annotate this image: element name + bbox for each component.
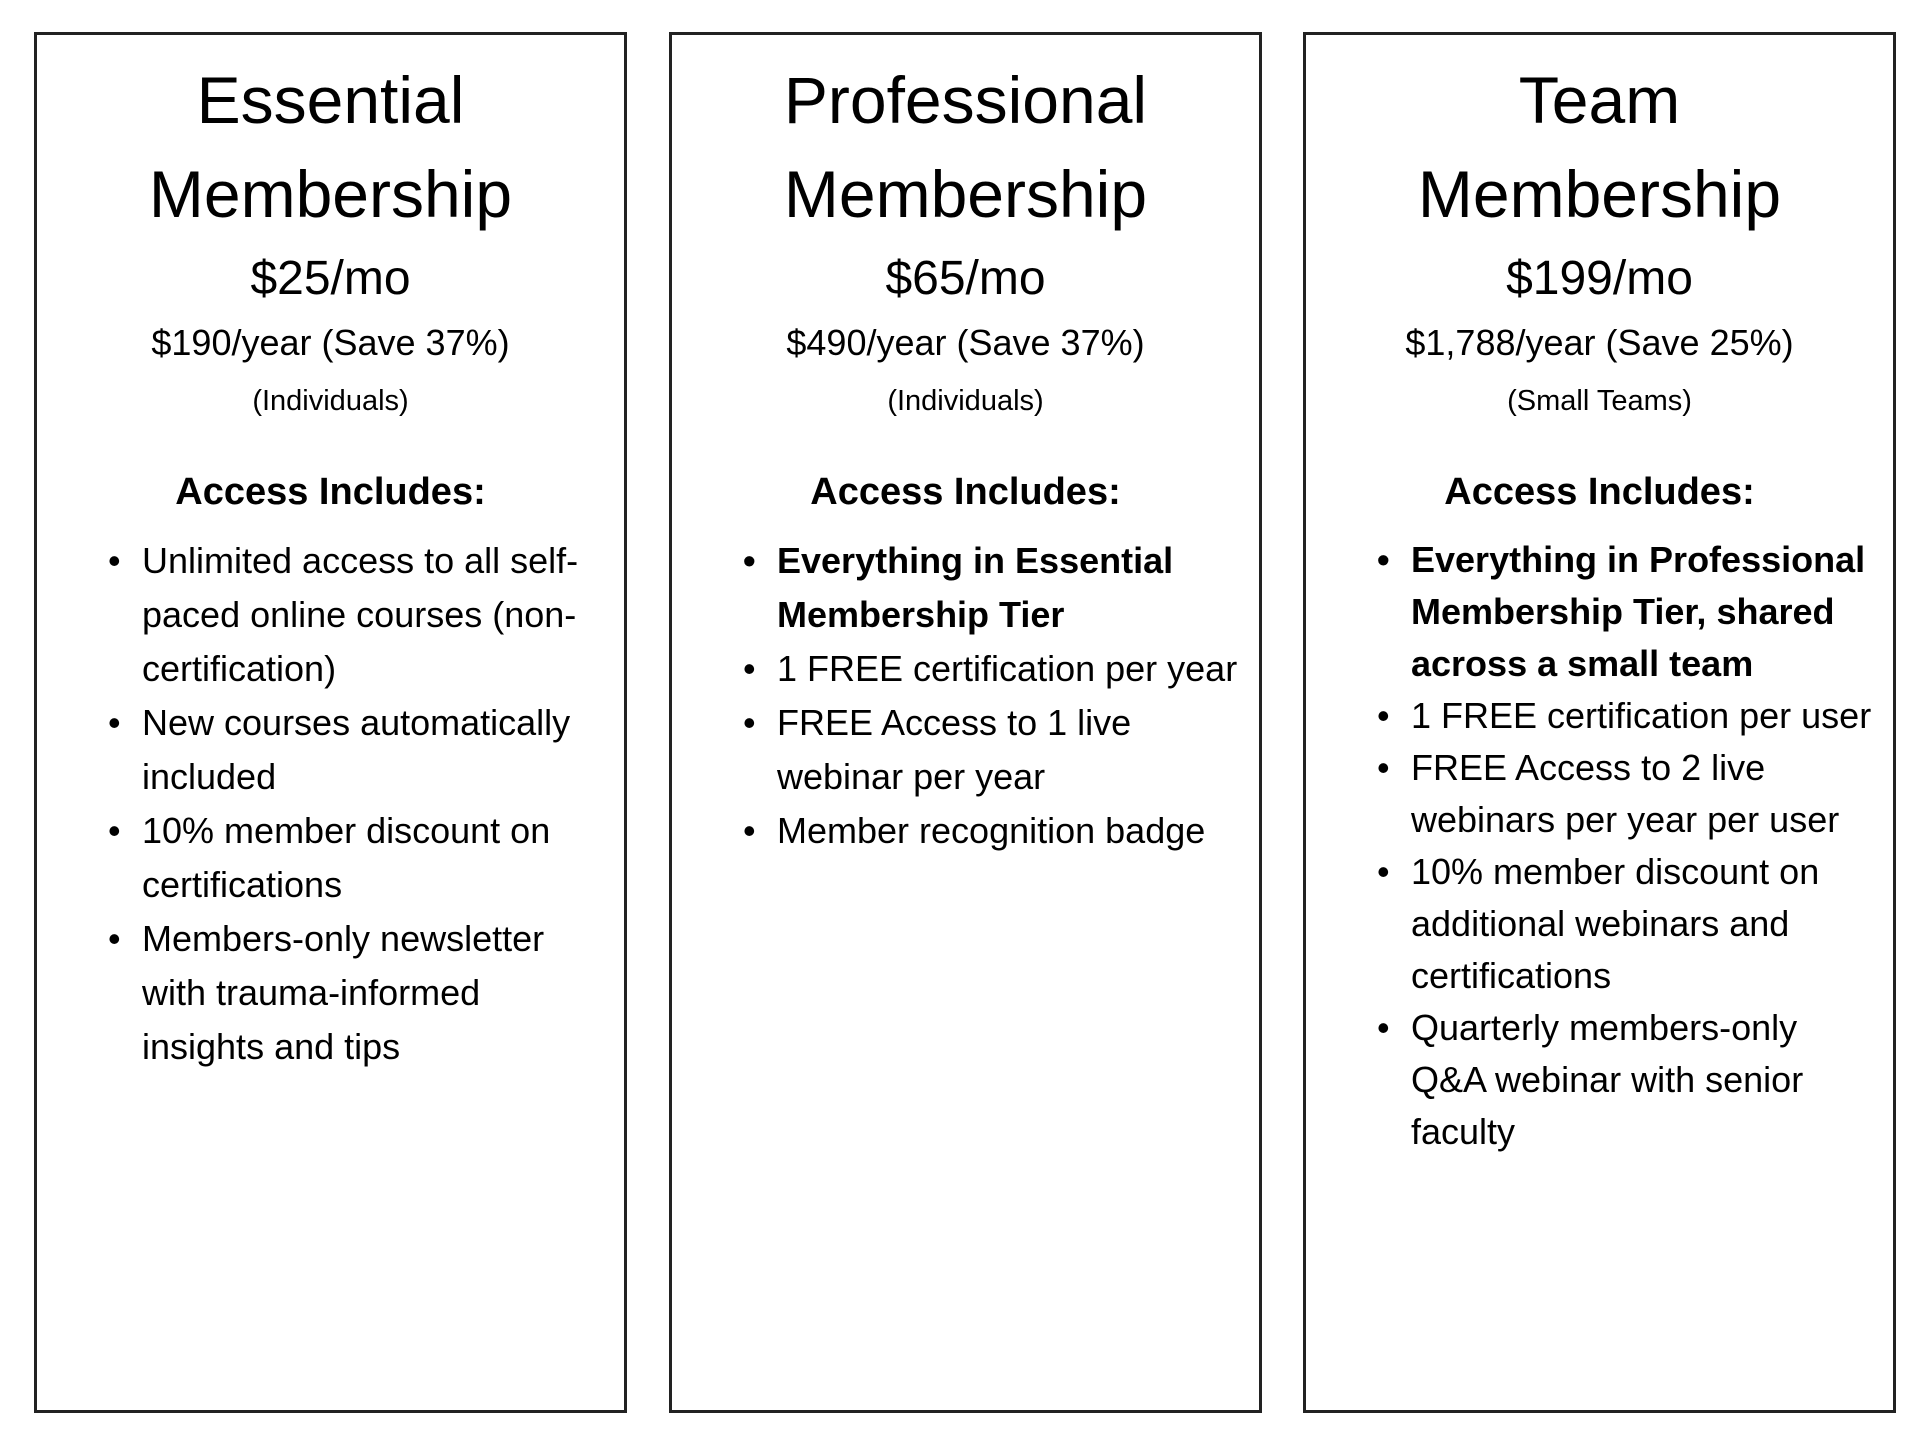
feature-list (1306, 534, 1893, 1158)
feature-text: Quarterly members-only Q&A webinar with senior faculty (1411, 1007, 1804, 1152)
bullet-icon: • (108, 702, 121, 743)
feature-text: Everything in Professional Membership Tier, shared across a small team (1411, 539, 1866, 684)
feature-item (108, 696, 604, 804)
access-includes-heading: Access Includes: (810, 471, 1121, 513)
tier-title (1306, 53, 1893, 241)
feature-text: FREE Access to 2 live webinars per year per user (1411, 747, 1840, 840)
feature-item (743, 804, 1239, 858)
feature-item (108, 804, 604, 912)
tier-title-line1: Team (1518, 63, 1681, 137)
bullet-icon: • (1377, 539, 1390, 580)
bullet-icon: • (743, 540, 756, 581)
tier-title-line1: Essential (196, 63, 465, 137)
feature-item (1377, 846, 1873, 1002)
tier-title-line1: Professional (783, 63, 1148, 137)
tier-title-line2: Membership (783, 157, 1148, 231)
bullet-icon: • (108, 918, 121, 959)
yearly-price: $190/year (Save 37%) (151, 322, 510, 363)
access-includes-heading: Access Includes: (1444, 471, 1755, 513)
feature-text: 1 FREE certification per user (1411, 695, 1872, 736)
feature-text: 10% member discount on additional webinars and certifications (1411, 851, 1820, 996)
bullet-icon: • (1377, 851, 1390, 892)
feature-text: Unlimited access to all self-paced online courses (non-certification) (142, 540, 579, 689)
tier-title (37, 53, 624, 241)
bullet-icon: • (743, 648, 756, 689)
team-membership-card (1303, 32, 1896, 1413)
feature-text: 10% member discount on certifications (142, 810, 551, 905)
feature-item (108, 912, 604, 1074)
bullet-icon: • (108, 810, 121, 851)
bullet-icon: • (108, 540, 121, 581)
access-includes-heading: Access Includes: (175, 471, 486, 513)
feature-item (743, 696, 1239, 804)
tier-title (672, 53, 1259, 241)
tier-title-line2: Membership (148, 157, 513, 231)
feature-text: Everything in Essential Membership Tier (777, 540, 1174, 635)
feature-text: 1 FREE certification per year (777, 648, 1238, 689)
tier-title-line2: Membership (1417, 157, 1782, 231)
feature-item (1377, 534, 1873, 690)
feature-text: New courses automatically included (142, 702, 571, 797)
essential-membership-card (34, 32, 627, 1413)
feature-list (37, 534, 624, 1074)
audience-label: (Individuals) (887, 385, 1044, 417)
yearly-price: $490/year (Save 37%) (786, 322, 1145, 363)
bullet-icon: • (1377, 1007, 1390, 1048)
monthly-price: $65/mo (885, 252, 1046, 305)
feature-text: Members-only newsletter with trauma-informed insights and tips (142, 918, 545, 1067)
audience-label: (Individuals) (252, 385, 409, 417)
feature-item (1377, 742, 1873, 846)
bullet-icon: • (743, 810, 756, 851)
feature-text: FREE Access to 1 live webinar per year (777, 702, 1132, 797)
feature-item (743, 534, 1239, 642)
feature-item (743, 642, 1239, 696)
monthly-price: $199/mo (1506, 252, 1693, 305)
professional-membership-card (669, 32, 1262, 1413)
feature-item (108, 534, 604, 696)
feature-list (672, 534, 1259, 858)
bullet-icon: • (1377, 747, 1390, 788)
feature-item (1377, 1002, 1873, 1158)
feature-item (1377, 690, 1873, 742)
bullet-icon: • (743, 702, 756, 743)
feature-text: Member recognition badge (777, 810, 1206, 851)
audience-label: (Small Teams) (1507, 385, 1692, 417)
monthly-price: $25/mo (250, 252, 411, 305)
yearly-price: $1,788/year (Save 25%) (1405, 322, 1794, 363)
bullet-icon: • (1377, 695, 1390, 736)
